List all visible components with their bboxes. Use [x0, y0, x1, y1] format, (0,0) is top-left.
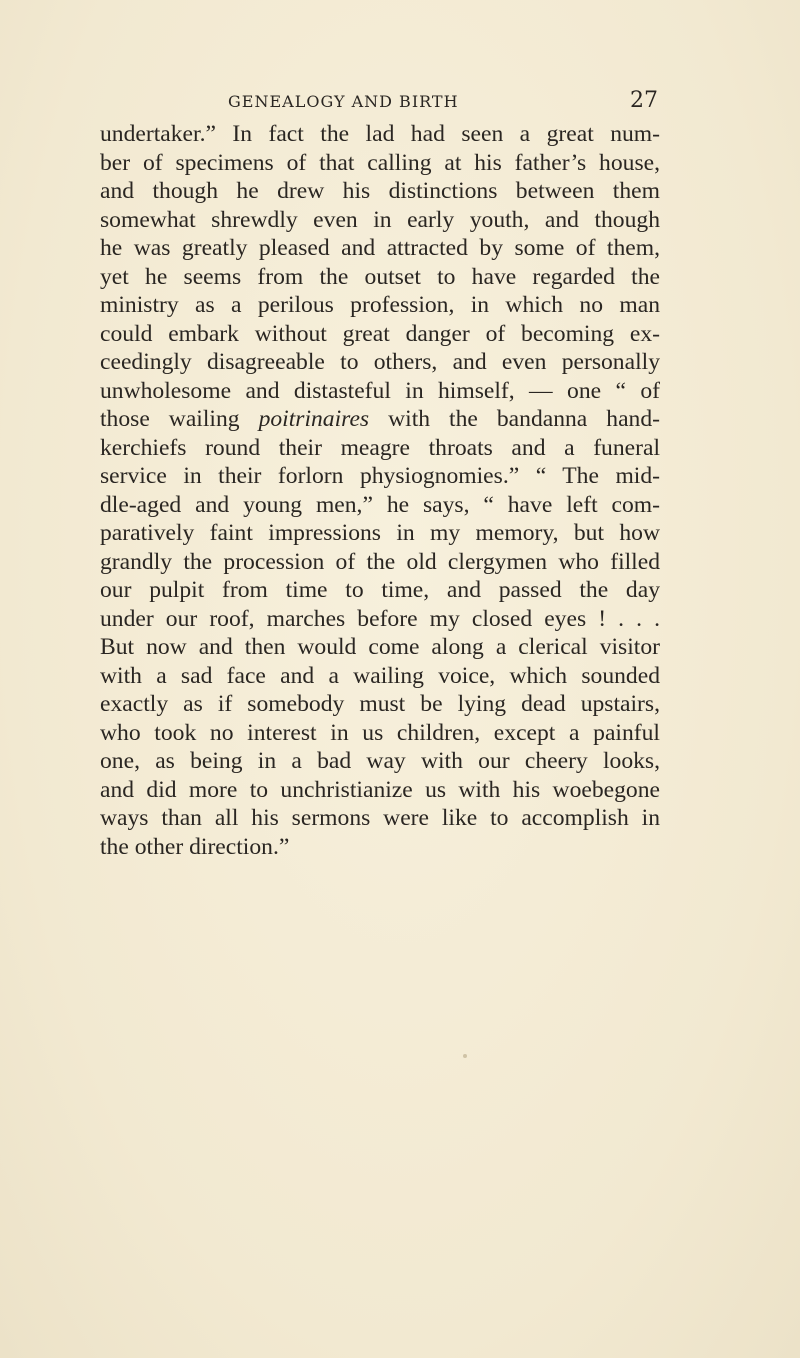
text-line: ceedingly disagreeable to others, and even personally [100, 349, 660, 375]
text-fragment: with the bandanna hand- [369, 406, 660, 432]
text-line: could embark without great danger of becoming ex- [100, 320, 660, 347]
italic-term: poitrinaires [258, 406, 370, 432]
text-line [100, 405, 660, 434]
text-line: yet he seems from the outset to have regarded the [100, 263, 660, 290]
running-head [228, 88, 658, 118]
text-line: paratively faint impressions in my memory, but how [100, 520, 660, 546]
running-title: GENEALOGY AND BIRTH [228, 92, 459, 111]
text-line: But now and then would come along a clerical visitor [100, 634, 660, 660]
text-line: service in their forlorn physiognomies.” “ The mid- [100, 463, 660, 489]
text-line: with a sad face and a wailing voice, which sounded [100, 662, 660, 689]
text-fragment: those wailing [100, 406, 259, 432]
text-line: somewhat shrewdly even in early youth, and though [100, 206, 660, 233]
text-line: ministry as a perilous profession, in which no man [100, 292, 660, 318]
body-text [100, 120, 660, 861]
page-number: 27 [630, 88, 658, 113]
text-line: ways than all his sermons were like to accomplish in [100, 805, 660, 831]
text-line: one, as being in a bad way with our cheery looks, [100, 748, 660, 774]
text-line: kerchiefs round their meagre throats and a funeral [100, 434, 660, 461]
text-line: the other direction.” [100, 833, 290, 860]
text-line: who took no interest in us children, except a painful [100, 719, 660, 746]
text-line: unwholesome and distasteful in himself, — one “ of [100, 377, 660, 404]
text-line: grandly the procession of the old clergymen who filled [100, 548, 660, 575]
text-line: ber of specimens of that calling at his father’s house, [100, 149, 660, 176]
text-line: he was greatly pleased and attracted by some of them, [100, 235, 660, 261]
text-line: our pulpit from time to time, and passed the day [100, 577, 660, 603]
text-line: and did more to unchristianize us with his woebegone [100, 776, 660, 803]
paper-speck [463, 1054, 467, 1058]
text-line: and though he drew his distinctions between them [100, 178, 660, 204]
text-line: under our roof, marches before my closed eyes ! . . . [100, 605, 660, 632]
text-line: dle-aged and young men,” he says, “ have left com- [100, 491, 660, 518]
text-line: exactly as if somebody must be lying dead upstairs, [100, 691, 660, 717]
text-line: undertaker.” In fact the lad had seen a great num- [100, 121, 660, 147]
